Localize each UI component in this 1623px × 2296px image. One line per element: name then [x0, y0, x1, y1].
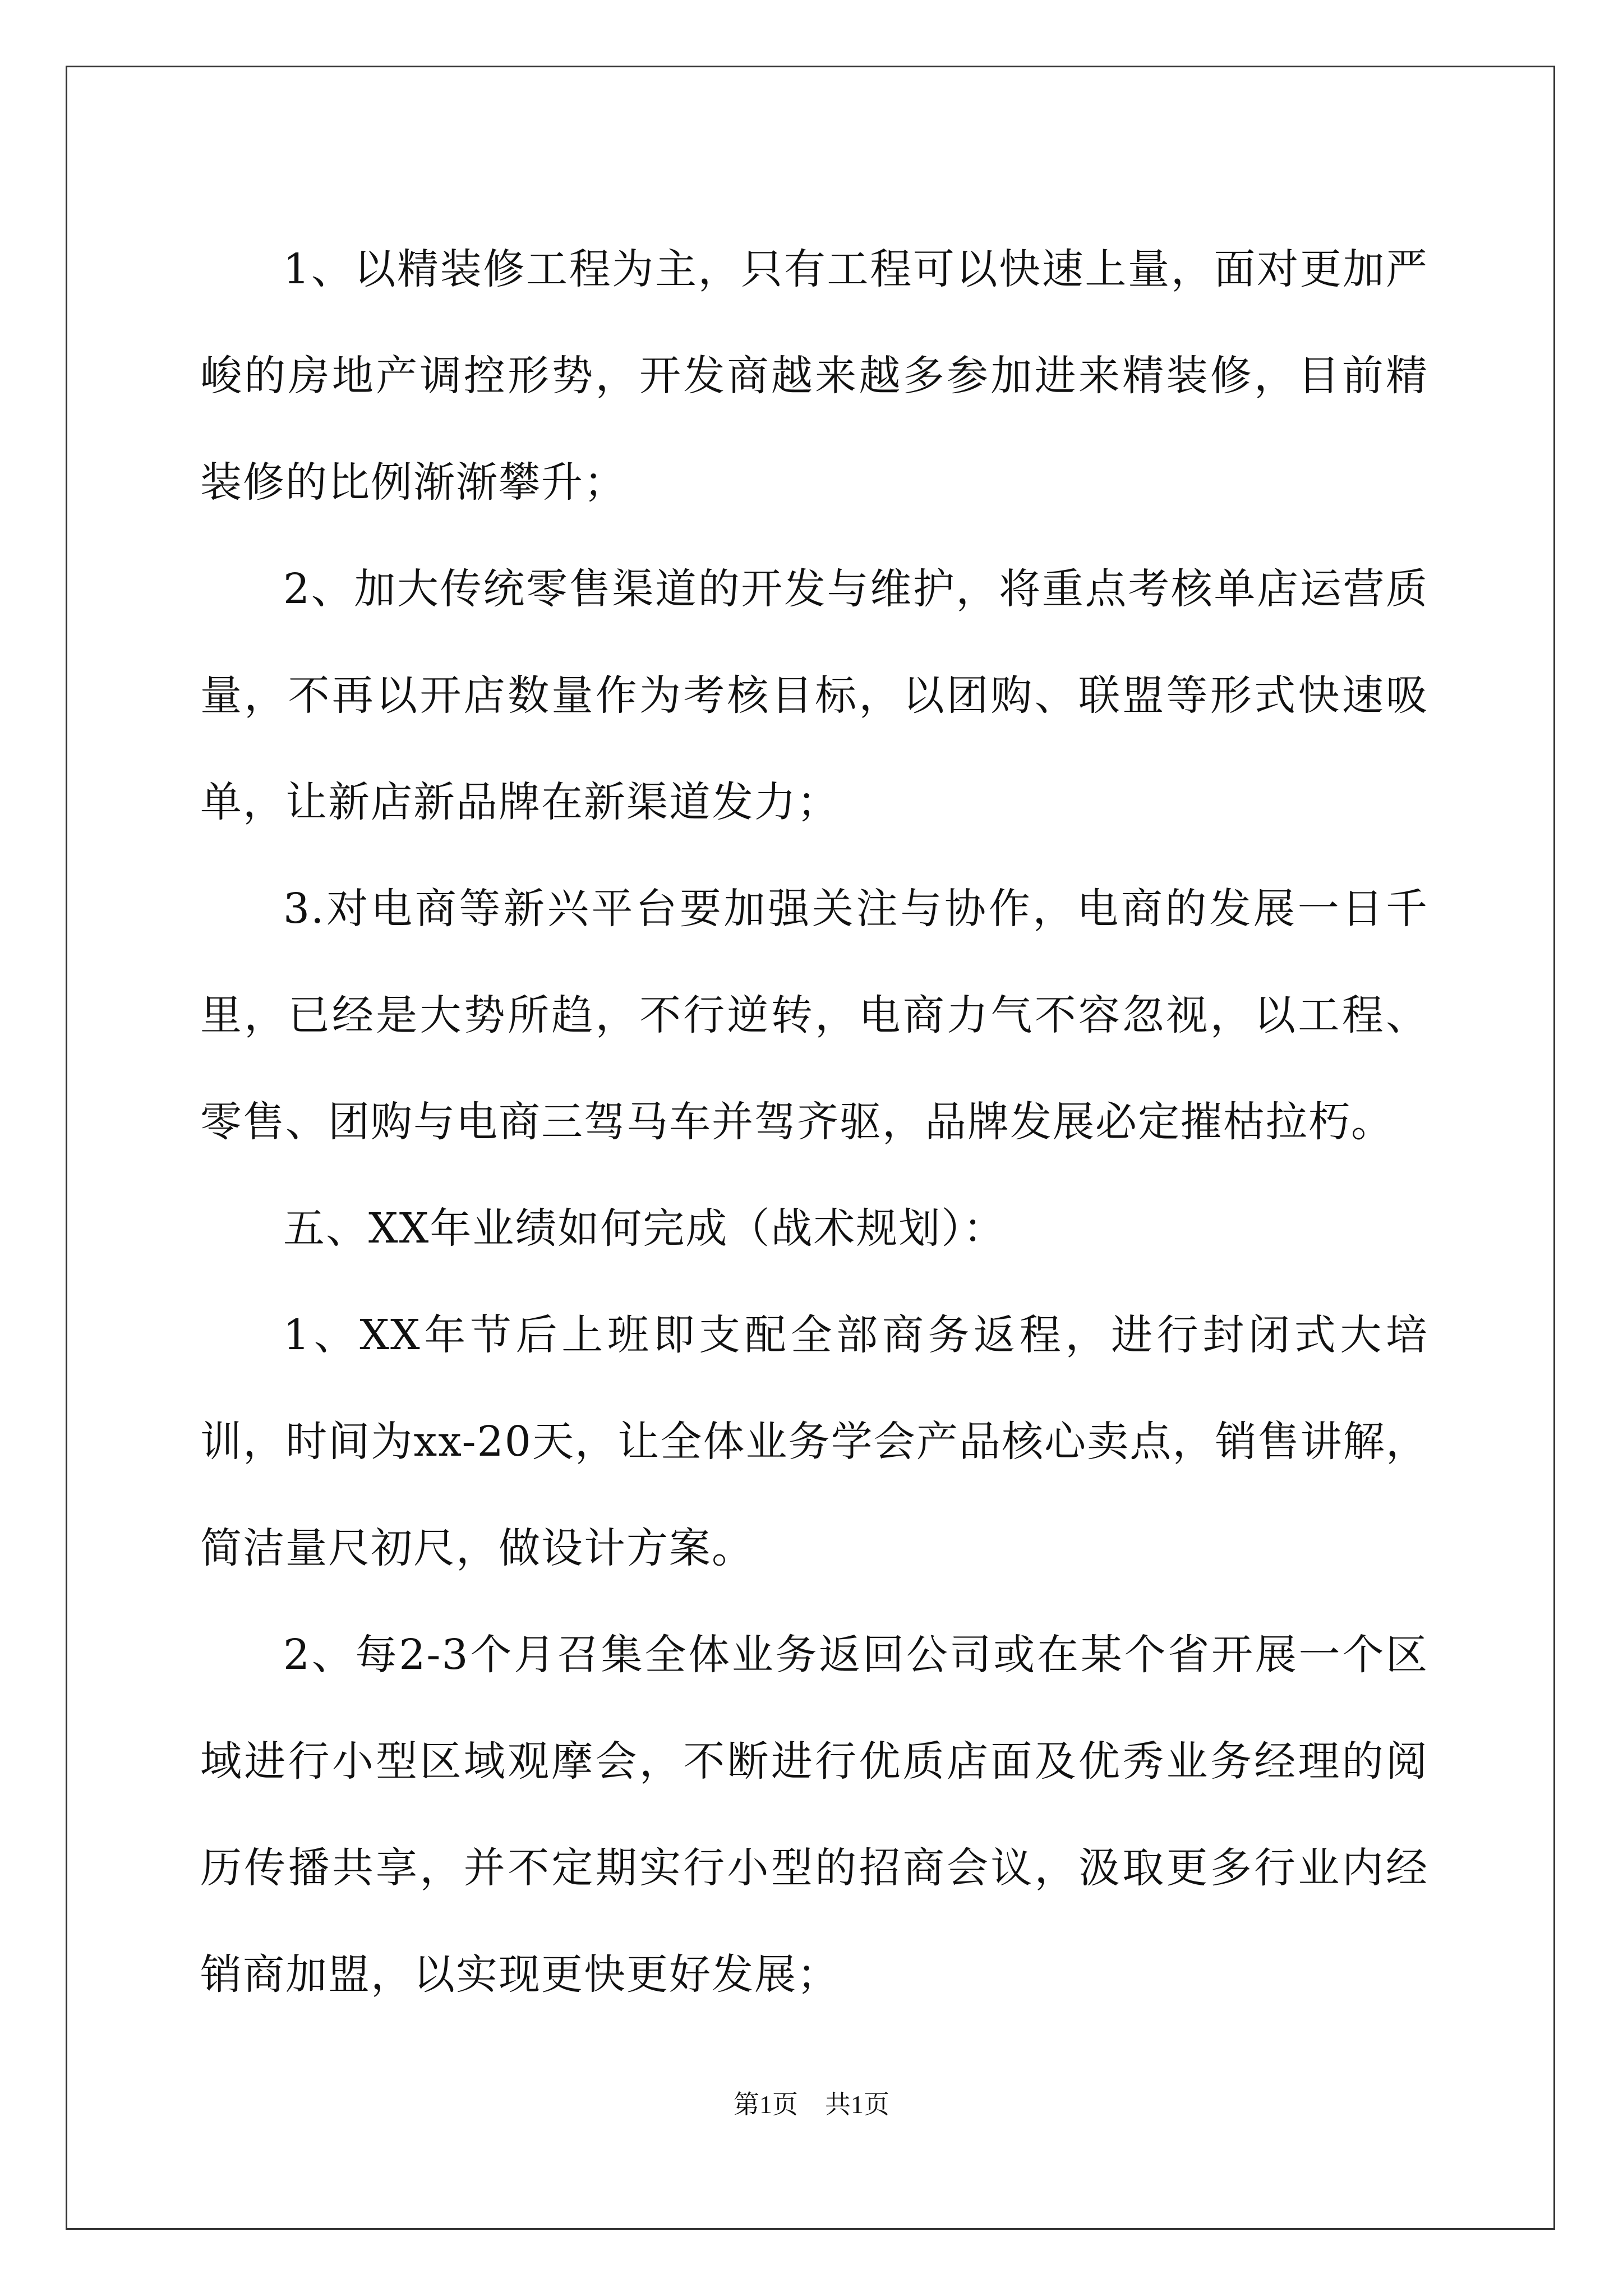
document-body [200, 216, 1428, 2028]
page-total: 共1页 [825, 2090, 889, 2119]
paragraph: 3.对电商等新兴平台要加强关注与协作，电商的发展一日千里，已经是大势所趋，不行逆转，电商力气不容忽视，以工程、零售、团购与电商三驾马车并驾齐驱，品牌发展必定摧枯拉朽。 [200, 885, 1428, 1146]
page-footer [0, 2084, 1623, 2121]
page-number: 第1页 [734, 2090, 798, 2119]
paragraph: 1、以精装修工程为主，只有工程可以快速上量，面对更加严峻的房地产调控形势，开发商越来越多参加进来精装修，目前精装修的比例渐渐攀升； [200, 245, 1428, 507]
paragraph: 1、XX年节后上班即支配全部商务返程，进行封闭式大培训，时间为xx-20天，让全体业务学会产品核心卖点，销售讲解，简洁量尺初尺，做设计方案。 [200, 1311, 1428, 1572]
paragraph: 2、加大传统零售渠道的开发与维护，将重点考核单店运营质量，不再以开店数量作为考核目标，以团购、联盟等形式快速吸单，让新店新品牌在新渠道发力； [200, 565, 1428, 826]
section-heading: 五、XX年业绩如何完成（战术规划）： [283, 1204, 1006, 1253]
paragraph: 2、每2-3个月召集全体业务返回公司或在某个省开展一个区域进行小型区域观摩会，不断进行优质店面及优秀业务经理的阅历传播共享，并不定期实行小型的招商会议，汲取更多行业内经销商加盟，以实现更快更好发展； [200, 1631, 1428, 1999]
